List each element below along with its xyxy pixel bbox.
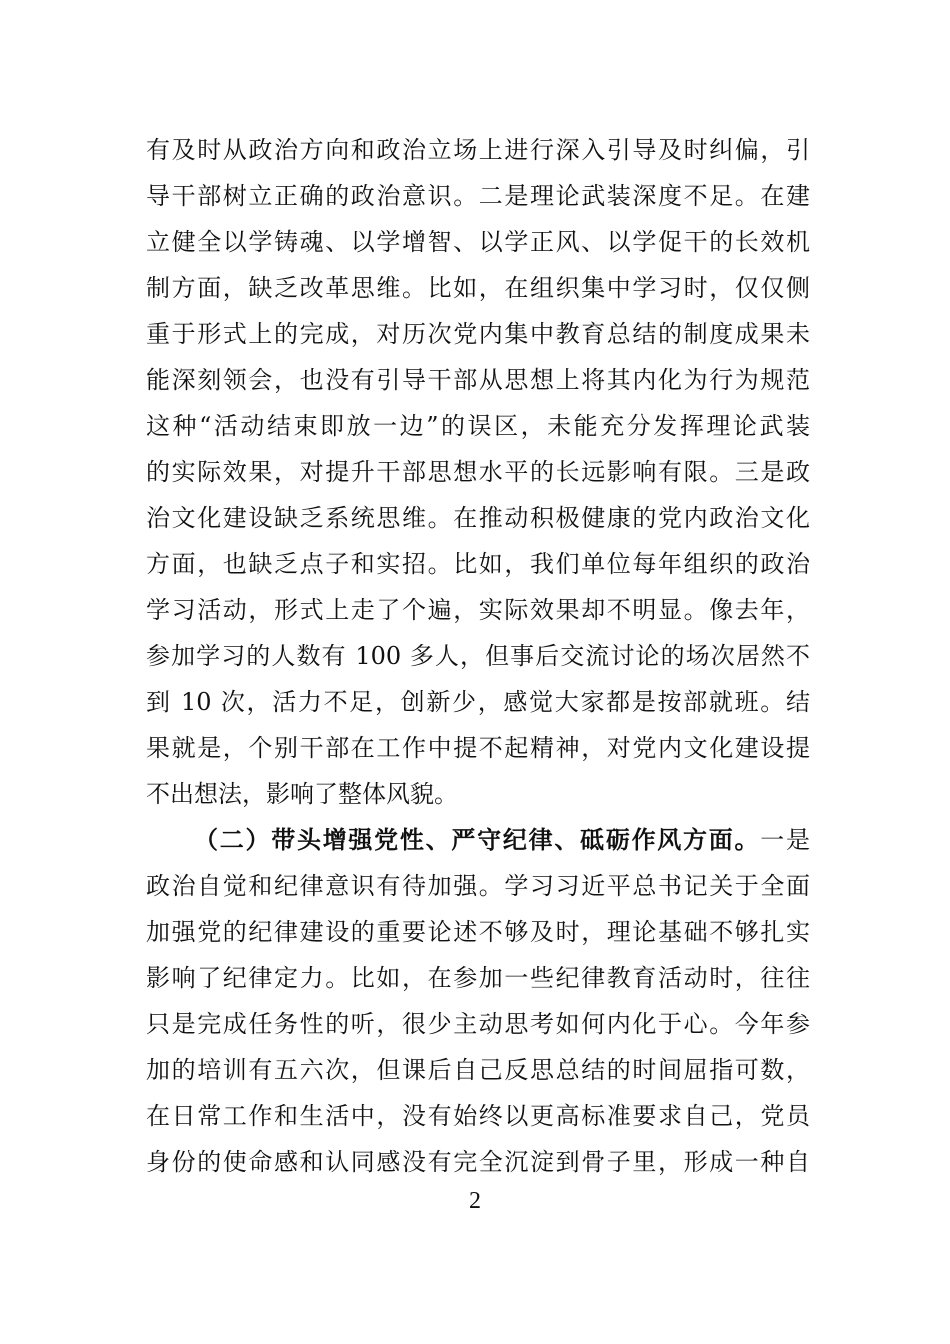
page-number: 2 (469, 1188, 481, 1214)
paragraph-1-line: 有及时从政治方向和政治立场上进行深入引导及时纠偏，引 (146, 136, 810, 164)
paragraph-1-line: 导干部树立正确的政治意识。二是理论武装深度不足。在建 (146, 182, 810, 210)
paragraph-2-line: 在日常工作和生活中，没有始终以更高标准要求自己，党员 (146, 1102, 810, 1130)
section-heading: （二）带头增强党性、严守纪律、砥砺作风方面。 (194, 825, 761, 854)
paragraph-1-line: 参加学习的人数有 100 多人，但事后交流讨论的场次居然不 (146, 642, 810, 670)
paragraph-2-first-line-text: 一是 (760, 826, 810, 854)
paragraph-2-line: 影响了纪律定力。比如，在参加一些纪律教育活动时，往往 (146, 964, 810, 992)
paragraph-2-first-line (146, 817, 810, 863)
paragraph-1-line: 治文化建设缺乏系统思维。在推动积极健康的党内政治文化 (146, 504, 810, 532)
paragraph-1-line: 能深刻领会，也没有引导干部从思想上将其内化为行为规范 (146, 366, 810, 394)
paragraph-1-line: 立健全以学铸魂、以学增智、以学正风、以学促干的长效机 (146, 228, 810, 256)
paragraph-1-line: 的实际效果，对提升干部思想水平的长远影响有限。三是政 (146, 458, 810, 486)
paragraph-1-line: 方面，也缺乏点子和实招。比如，我们单位每年组织的政治 (146, 550, 810, 578)
paragraph-2-line: 只是完成任务性的听，很少主动思考如何内化于心。今年参 (146, 1010, 810, 1038)
paragraph-2-line: 加的培训有五六次，但课后自己反思总结的时间屈指可数， (146, 1056, 810, 1084)
paragraph-2-line: 加强党的纪律建设的重要论述不够及时，理论基础不够扎实 (146, 918, 810, 946)
paragraph-1-line: 果就是，个别干部在工作中提不起精神，对党内文化建设提 (146, 734, 810, 762)
paragraph-2-line: 政治自觉和纪律意识有待加强。学习习近平总书记关于全面 (146, 872, 810, 900)
paragraph-1-line: 制方面，缺乏改革思维。比如，在组织集中学习时，仅仅侧 (146, 274, 810, 302)
paragraph-1-line: 到 10 次，活力不足，创新少，感觉大家都是按部就班。结 (146, 688, 810, 716)
paragraph-1-line: 学习活动，形式上走了个遍，实际效果却不明显。像去年， (146, 596, 810, 624)
document-body (146, 127, 810, 1185)
paragraph-2-line: 身份的使命感和认同感没有完全沉淀到骨子里，形成一种自 (146, 1148, 810, 1176)
paragraph-1-line: 这种“活动结束即放一边”的误区，未能充分发挥理论武装 (146, 412, 810, 440)
paragraph-1-line: 不出想法，影响了整体风貌。 (146, 780, 458, 808)
paragraph-1-line: 重于形式上的完成，对历次党内集中教育总结的制度成果未 (146, 320, 810, 348)
